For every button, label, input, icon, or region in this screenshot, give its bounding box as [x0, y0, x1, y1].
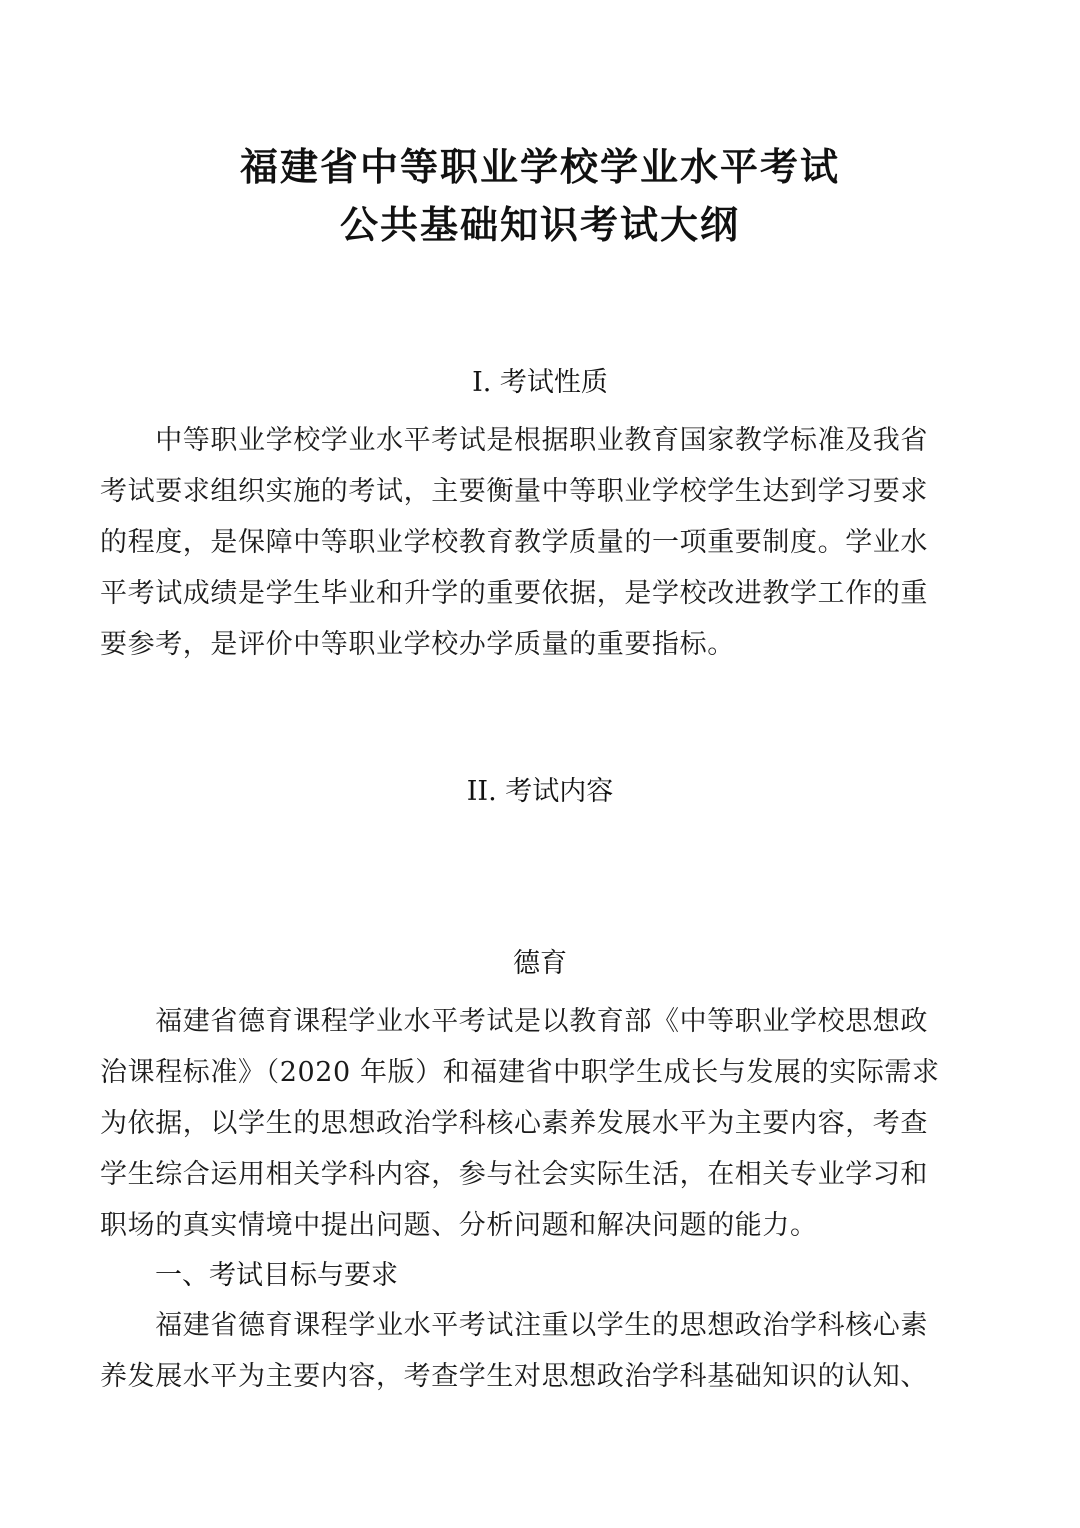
exam-nature-paragraph	[100, 415, 980, 670]
paragraph-line: 中等职业学校学业水平考试是根据职业教育国家教学标准及我省	[100, 425, 928, 456]
section-heading-exam-nature: I. 考试性质	[472, 367, 608, 398]
paragraph-line: 要参考，是评价中等职业学校办学质量的重要指标。	[100, 629, 735, 660]
document-title-line-1: 福建省中等职业学校学业水平考试	[239, 145, 840, 189]
paragraph-line: 治课程标准》（2020 年版）和福建省中职学生成长与发展的实际需求	[100, 1057, 940, 1088]
deyu-intro-paragraph	[100, 996, 980, 1251]
paragraph-line: 养发展水平为主要内容，考查学生对思想政治学科基础知识的认知、	[100, 1361, 928, 1392]
goals-paragraph	[100, 1300, 980, 1402]
paragraph-line: 福建省德育课程学业水平考试是以教育部《中等职业学校思想政	[100, 1006, 928, 1037]
paragraph-line: 为依据，以学生的思想政治学科核心素养发展水平为主要内容，考查	[100, 1108, 928, 1139]
paragraph-line: 学生综合运用相关学科内容，参与社会实际生活，在相关专业学习和	[100, 1159, 928, 1190]
paragraph-line: 平考试成绩是学生毕业和升学的重要依据，是学校改进教学工作的重	[100, 578, 928, 609]
paragraph-line: 职场的真实情境中提出问题、分析问题和解决问题的能力。	[100, 1210, 818, 1241]
subject-heading-deyu: 德育	[513, 948, 567, 979]
document-title-line-2: 公共基础知识考试大纲	[339, 203, 740, 247]
section-heading-exam-content: II. 考试内容	[466, 776, 614, 807]
paragraph-line: 福建省德育课程学业水平考试注重以学生的思想政治学科核心素	[100, 1310, 928, 1341]
paragraph-line: 的程度，是保障中等职业学校教育教学质量的一项重要制度。学业水	[100, 527, 928, 558]
subsection-heading-goals: 一、考试目标与要求	[155, 1260, 398, 1291]
paragraph-line: 考试要求组织实施的考试，主要衡量中等职业学校学生达到学习要求	[100, 476, 928, 507]
